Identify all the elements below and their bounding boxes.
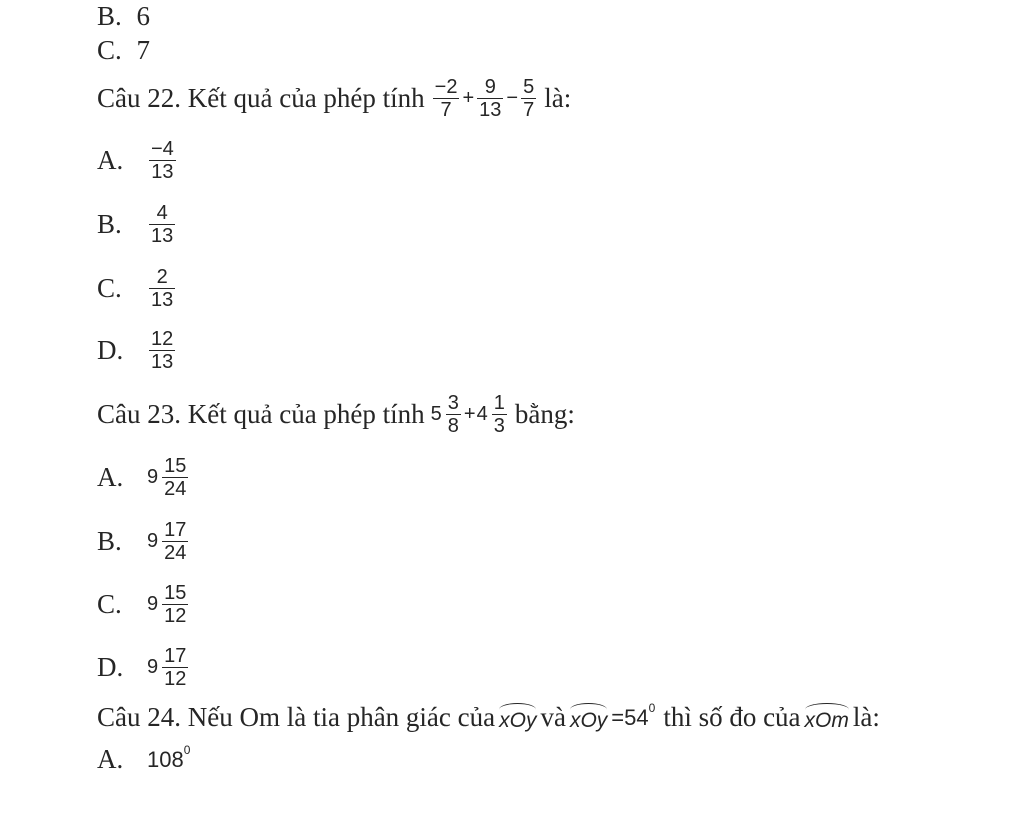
numerator: 1 <box>493 392 505 414</box>
numerator: 15 <box>164 455 187 477</box>
option-fraction <box>162 519 188 564</box>
option-c <box>97 266 177 311</box>
numerator: 4 <box>156 202 168 224</box>
option-label: C. <box>97 35 122 65</box>
numerator: 9 <box>484 76 496 98</box>
option-label: B. <box>97 526 122 556</box>
option-fraction <box>149 202 175 247</box>
denominator: 12 <box>164 668 187 690</box>
fraction <box>446 392 461 437</box>
option-fraction <box>149 138 176 183</box>
question-22 <box>97 76 571 121</box>
question-text: Câu 23. Kết quả của phép tính <box>97 399 425 429</box>
operator: + <box>463 403 476 425</box>
numerator: 15 <box>164 582 187 604</box>
option-label: B. <box>97 1 122 31</box>
option-label: A. <box>97 145 124 175</box>
question-24 <box>97 702 880 733</box>
option-b <box>97 202 177 247</box>
option-a <box>97 744 190 775</box>
denominator: 3 <box>493 415 505 437</box>
option-label: D. <box>97 652 124 682</box>
numerator: −4 <box>151 138 174 160</box>
angle-xoy <box>570 703 607 733</box>
question-text: Câu 22. Kết quả của phép tính <box>97 83 425 113</box>
option-label: A. <box>97 462 124 492</box>
numerator: 3 <box>447 392 459 414</box>
whole-part: 4 <box>476 403 488 425</box>
denominator: 7 <box>523 99 535 121</box>
numerator: 2 <box>156 266 168 288</box>
angle-xoy <box>499 703 536 733</box>
angle-label: xOy <box>499 708 537 732</box>
option-c-prev <box>97 34 150 66</box>
denominator: 24 <box>164 478 187 500</box>
whole-part: 9 <box>147 466 159 488</box>
operator: − <box>506 87 519 109</box>
question-suffix: bằng: <box>514 399 575 429</box>
question-text: và <box>540 702 566 732</box>
operator: + <box>462 87 475 109</box>
denominator: 7 <box>440 99 452 121</box>
denominator: 13 <box>151 289 174 311</box>
option-label: D. <box>97 335 124 365</box>
question-suffix: là: <box>852 702 880 732</box>
option-fraction <box>162 455 188 500</box>
option-a <box>97 455 190 500</box>
option-c <box>97 582 190 627</box>
numerator: 5 <box>523 76 535 98</box>
numerator: 17 <box>164 519 187 541</box>
option-value: 7 <box>136 35 151 65</box>
option-b <box>97 519 190 564</box>
fraction <box>492 392 507 437</box>
question-text: Câu 24. Nếu Om là tia phân giác của <box>97 702 496 732</box>
option-value: 6 <box>136 1 151 31</box>
whole-part: 9 <box>147 530 159 552</box>
denominator: 13 <box>151 225 174 247</box>
fraction <box>477 76 503 121</box>
numerator: −2 <box>434 76 458 98</box>
numerator: 17 <box>164 645 187 667</box>
option-label: C. <box>97 273 122 303</box>
angle-value: $=54^0$ <box>611 700 656 730</box>
denominator: 12 <box>164 605 187 627</box>
option-fraction <box>149 266 175 311</box>
question-suffix: là: <box>544 83 572 113</box>
angle-label: xOm <box>804 708 849 732</box>
option-a <box>97 138 178 183</box>
angle-label: xOy <box>569 708 608 732</box>
denominator: 24 <box>164 542 187 564</box>
whole-part: 9 <box>147 593 159 615</box>
option-fraction <box>162 645 188 690</box>
question-23 <box>97 392 575 437</box>
whole-part: 9 <box>147 656 159 678</box>
option-label: B. <box>97 209 122 239</box>
option-fraction <box>149 328 175 373</box>
whole-part: 5 <box>430 403 442 425</box>
denominator: 13 <box>479 99 502 121</box>
option-label: A. <box>97 744 124 774</box>
fraction <box>433 76 460 121</box>
denominator: 13 <box>151 161 174 183</box>
option-fraction <box>162 582 188 627</box>
angle-xom <box>805 703 849 733</box>
option-label: C. <box>97 589 122 619</box>
option-value: $108^0$ <box>147 742 191 772</box>
question-text: thì số đo của <box>663 702 801 732</box>
numerator: 12 <box>151 328 174 350</box>
option-d <box>97 645 190 690</box>
fraction <box>521 76 536 121</box>
option-b-prev <box>97 0 150 32</box>
denominator: 13 <box>151 351 174 373</box>
option-d <box>97 328 177 373</box>
denominator: 8 <box>447 415 459 437</box>
